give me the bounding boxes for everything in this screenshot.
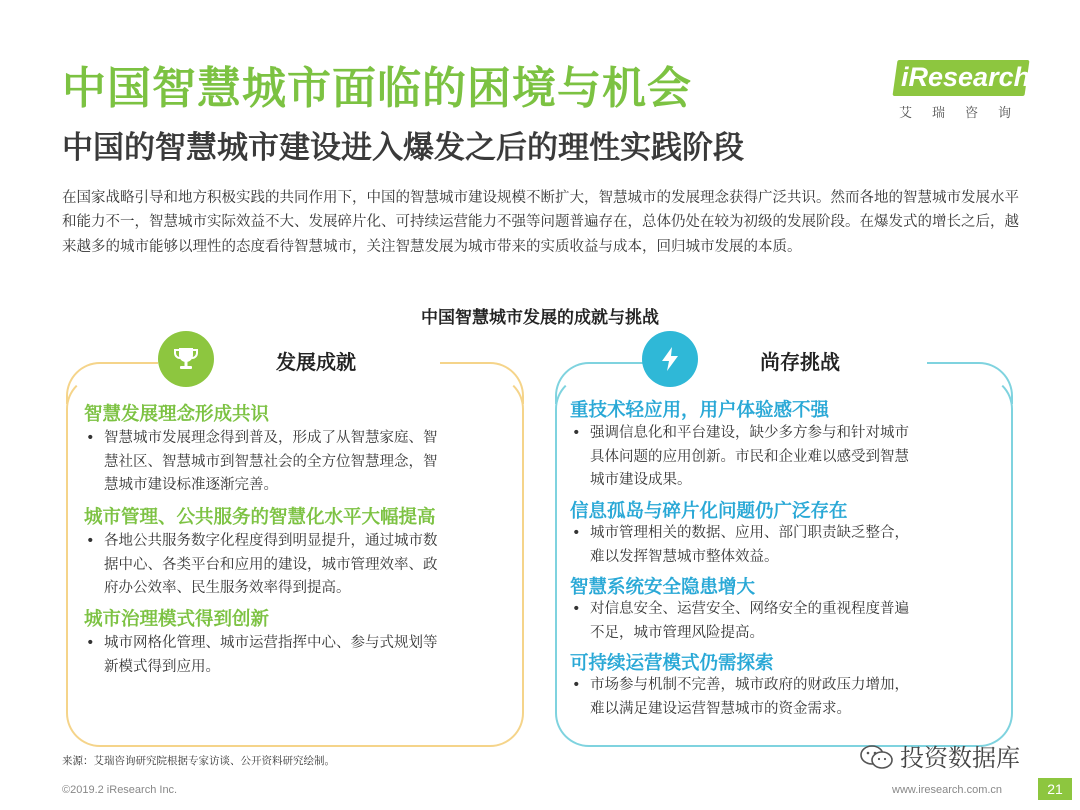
bullet-dot: • xyxy=(86,430,95,446)
bullet-dot: • xyxy=(572,425,581,441)
lightning-icon-badge xyxy=(642,331,698,387)
bullet-line: 府办公效率、民生服务效率得到提高。 xyxy=(104,580,351,596)
section-title: 城市治理模式得到创新 xyxy=(84,609,270,630)
section-title: 重技术轻应用，用户体验感不强 xyxy=(570,400,830,421)
bullet-line: 难以发挥智慧城市整体效益。 xyxy=(590,548,779,565)
page-title: 中国智慧城市面临的困境与机会 xyxy=(62,63,692,114)
section-title: 信息孤岛与碎片化问题仍广泛存在 xyxy=(570,501,848,522)
lightning-icon xyxy=(656,345,684,373)
bullet-dot: • xyxy=(572,677,581,693)
panel-corner xyxy=(927,362,1013,404)
bullet-line: 城市建设成果。 xyxy=(590,472,692,488)
panel-corner xyxy=(66,362,158,404)
logo-chinese-text: 艾瑞咨询 xyxy=(899,106,1032,121)
bullet-line: 强调信息化和平台建设，缺少多方参与和针对城市 xyxy=(590,425,909,441)
bullet-line: 新模式得到应用。 xyxy=(104,658,220,675)
section-title: 智慧发展理念形成共识 xyxy=(84,404,270,425)
section-title: 可持续运营模式仍需探索 xyxy=(570,653,774,674)
source-note: 来源：艾瑞咨询研究院根据专家访谈、公开资料研究绘制。 xyxy=(62,755,335,767)
bullet-line: 据中心、各类平台和应用的建设，城市管理效率、政 xyxy=(104,556,438,573)
bullet-item xyxy=(572,598,1002,645)
trophy-icon-badge xyxy=(158,331,214,387)
bullet-dot: • xyxy=(86,533,95,549)
bullet-item xyxy=(572,674,1002,721)
wechat-icon xyxy=(860,744,894,774)
page-subtitle: 中国的智慧城市建设进入爆发之后的理性实践阶段 xyxy=(62,130,744,166)
bullet-line: 智慧城市发展理念得到普及，形成了从智慧家庭、智 xyxy=(104,430,438,446)
watermark-text: 投资数据库 xyxy=(900,744,1020,772)
bullet-line: 城市网格化管理、城市运营指挥中心、参与式规划等 xyxy=(104,635,438,651)
intro-paragraph: 在国家战略引导和地方积极实践的共同作用下，中国的智慧城市建设规模不断扩大，智慧城市的发展理念获得广泛共识。然而各地的智慧城市发展水平和能力不一，智慧城市实际效益不大、发展碎片化、可持续运营能力不强等问题普遍存在，总体仍处在较为初级的发展阶段。在爆发式的增长之后，越来越多的城市能够以理性的态度看待智慧城市，关注智慧发展为城市带来的实质收益与成本，回归城市发展的本质。 xyxy=(62,190,1019,255)
bullet-line: 对信息安全、运营安全、网络安全的重视程度普遍 xyxy=(590,601,909,617)
bullet-line: 慧社区、智慧城市到智慧社会的全方位智慧理念，智 xyxy=(104,453,438,470)
diagram-title: 中国智慧城市发展的成就与挑战 xyxy=(421,308,659,328)
bullet-item xyxy=(86,530,516,601)
bullet-line: 不足，城市管理风险提高。 xyxy=(590,624,764,641)
achievements-heading: 发展成就 xyxy=(276,350,356,374)
bullet-line: 慧城市建设标准逐渐完善。 xyxy=(104,477,278,493)
website-url: www.iresearch.com.cn xyxy=(892,784,1003,796)
bullet-line: 市场参与机制不完善，城市政府的财政压力增加， xyxy=(590,677,909,693)
logo-text: iResearch xyxy=(901,62,1031,92)
bullet-item xyxy=(572,522,1002,569)
challenges-heading: 尚存挑战 xyxy=(760,350,840,374)
iresearch-logo xyxy=(895,60,1030,122)
panel-corner xyxy=(440,362,524,404)
trophy-icon xyxy=(172,345,200,373)
bullet-line: 各地公共服务数字化程度得到明显提升，通过城市数 xyxy=(104,533,438,549)
bullet-item xyxy=(86,427,516,498)
section-title: 智慧系统安全隐患增大 xyxy=(570,577,756,598)
bullet-item xyxy=(86,632,516,679)
section-title: 城市管理、公共服务的智慧化水平大幅提高 xyxy=(84,507,436,528)
bullet-dot: • xyxy=(86,635,95,651)
bullet-line: 难以满足建设运营智慧城市的资金需求。 xyxy=(590,700,851,717)
bullet-line: 城市管理相关的数据、应用、部门职责缺乏整合， xyxy=(590,525,909,541)
bullet-line: 具体问题的应用创新。市民和企业难以感受到智慧 xyxy=(590,448,909,465)
bullet-item xyxy=(572,422,1002,493)
copyright: ©2019.2 iResearch Inc. xyxy=(62,784,178,796)
page-number: 21 xyxy=(1038,778,1072,800)
bullet-dot: • xyxy=(572,525,581,541)
bullet-dot: • xyxy=(572,601,581,617)
